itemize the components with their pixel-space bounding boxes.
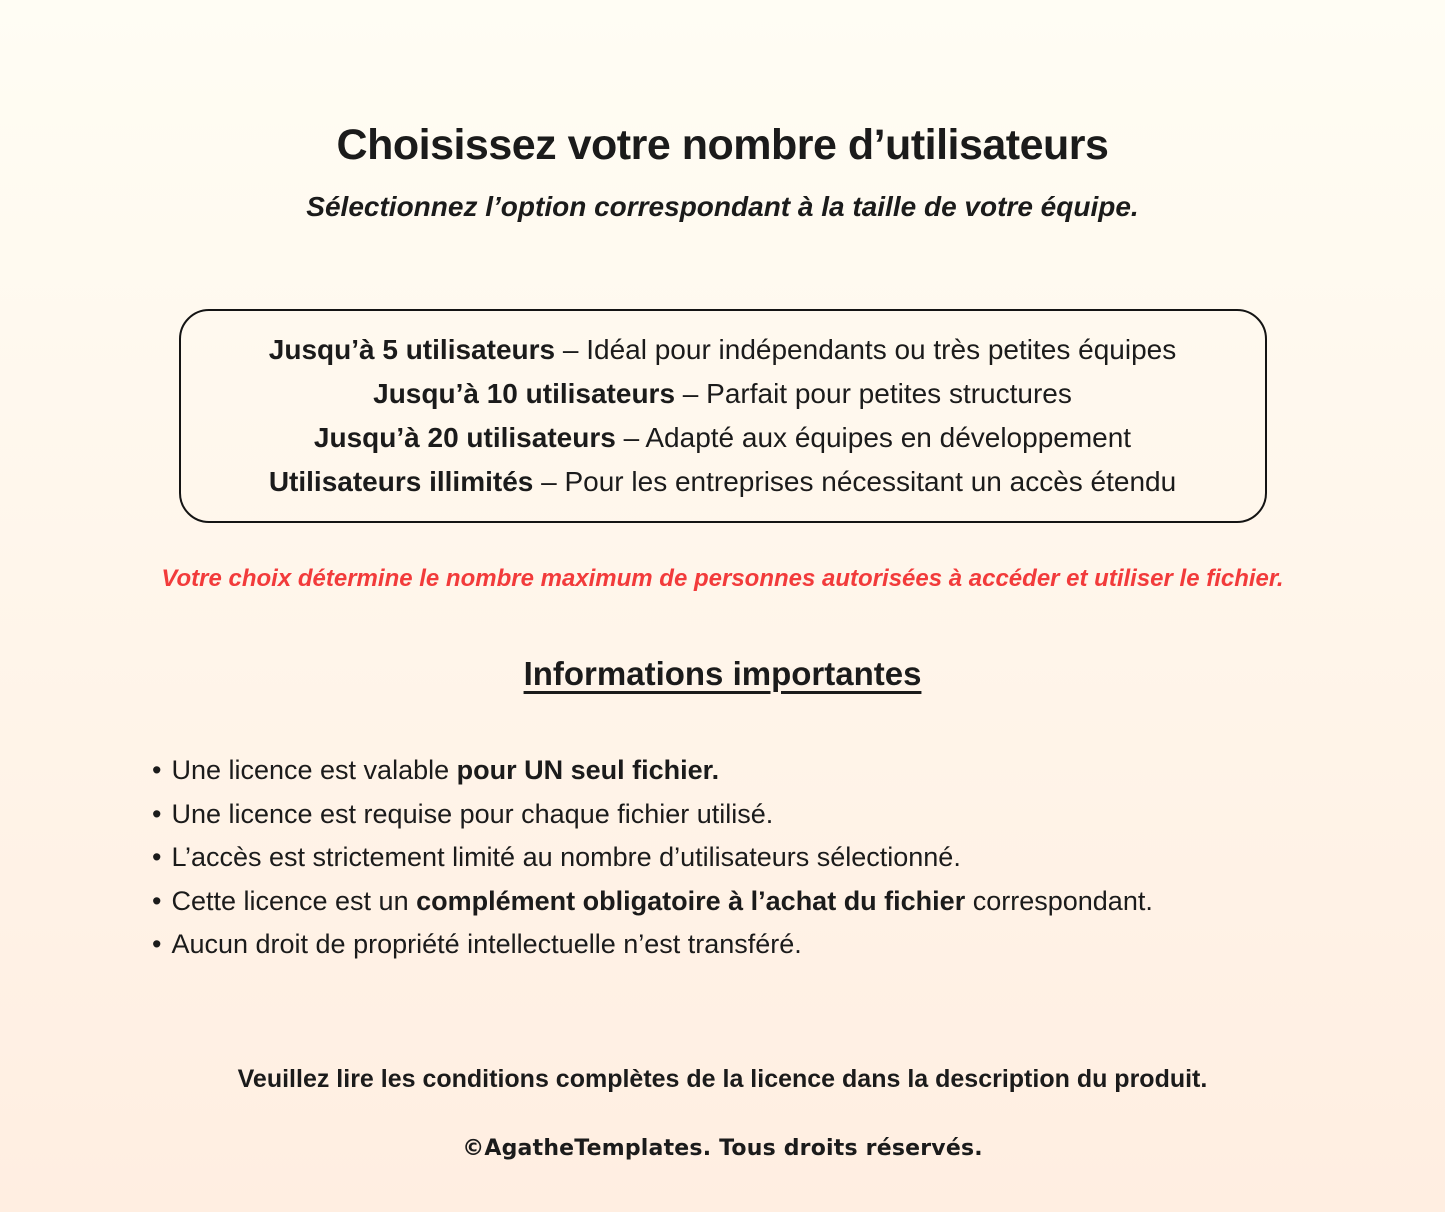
copyright-line: ©AgatheTemplates. Tous droits réservés. [462, 1135, 983, 1161]
info-bullet-item [152, 923, 1325, 967]
bullet-marker: • [152, 755, 162, 786]
info-bullet-item [152, 880, 1325, 924]
option-line: Jusqu’à 20 utilisateurs – Adapté aux équipes en développement [313, 422, 1132, 454]
footer-note: Veuillez lire les conditions complètes de la licence dans la description du produit. [237, 1064, 1208, 1093]
page-subtitle: Sélectionnez l’option correspondant à la taille de votre équipe. [306, 191, 1139, 223]
option-line: Jusqu’à 5 utilisateurs – Idéal pour indépendants ou très petites équipes [268, 334, 1177, 366]
option-label: Jusqu’à 5 utilisateurs [268, 334, 556, 366]
user-tier-options-box [179, 309, 1267, 523]
option-line: Jusqu’à 10 utilisateurs – Parfait pour petites structures [373, 378, 1072, 410]
choice-notice: Votre choix détermine le nombre maximum de personnes autorisées à accéder et utiliser le fichier. [161, 565, 1284, 593]
important-info-list [0, 749, 1445, 967]
bullet-text-bold: pour UN seul fichier. [456, 755, 720, 786]
info-bullet-item [152, 793, 1325, 837]
option-label: Jusqu’à 10 utilisateurs [373, 378, 676, 410]
bullet-marker: • [152, 842, 162, 873]
bullet-text-bold: complément obligatoire à l’achat du fichier [416, 885, 966, 916]
bullet-marker: • [152, 929, 162, 960]
page-title: Choisissez votre nombre d’utilisateurs [336, 121, 1109, 169]
bullet-text: correspondant. [965, 885, 1153, 916]
important-info-heading: Informations importantes [523, 655, 922, 693]
bullet-marker: • [152, 798, 162, 829]
bullet-text: Aucun droit de propriété intellectuelle n’est transféré. [171, 929, 802, 960]
bullet-text: Une licence est requise pour chaque fichier utilisé. [171, 798, 774, 829]
bullet-text: Cette licence est un [171, 885, 417, 916]
bullet-text: Une licence est valable [171, 755, 457, 786]
bullet-marker: • [152, 885, 162, 916]
info-bullet-item [152, 836, 1325, 880]
option-label: Utilisateurs illimités [268, 466, 534, 498]
option-line: Utilisateurs illimités – Pour les entreprises nécessitant un accès étendu [268, 466, 1177, 498]
bullet-text: L’accès est strictement limité au nombre d’utilisateurs sélectionné. [171, 842, 961, 873]
info-bullet-item [152, 749, 1325, 793]
option-label: Jusqu’à 20 utilisateurs [313, 422, 616, 454]
